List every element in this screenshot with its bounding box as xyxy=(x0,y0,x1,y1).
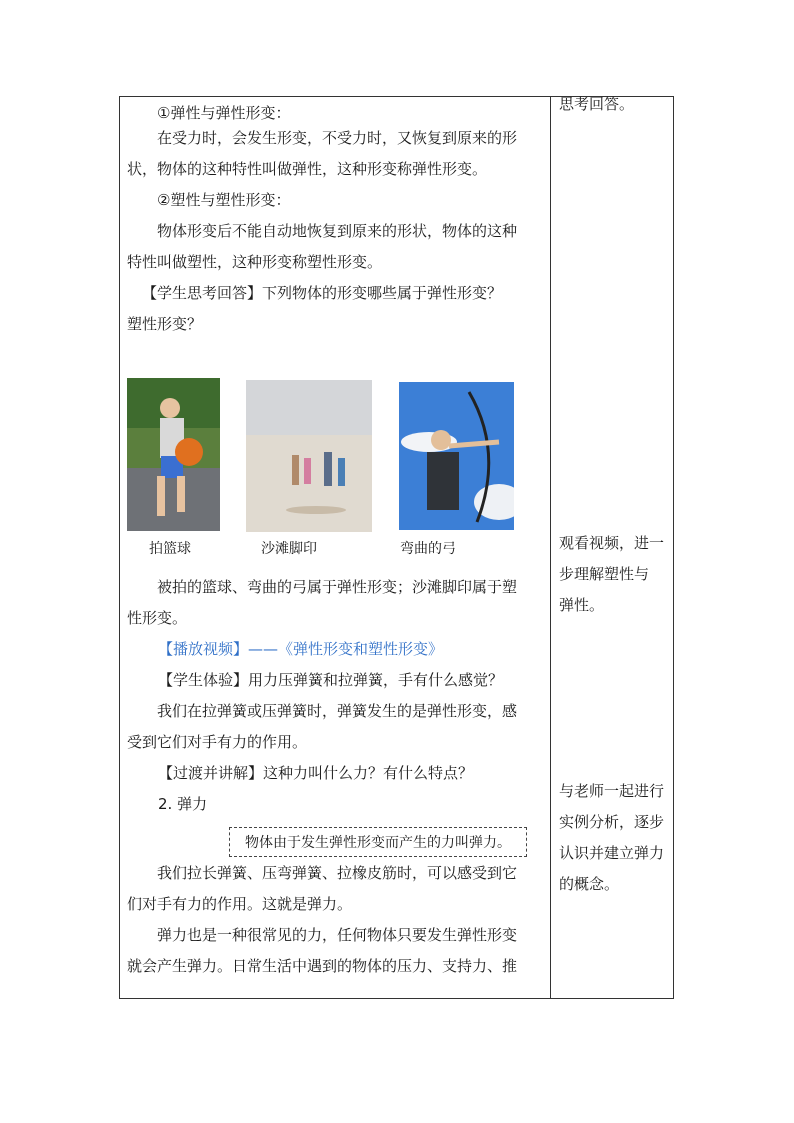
side-line: 与老师一起进行 xyxy=(559,782,665,800)
side-line: 观看视频，进一 xyxy=(559,534,665,552)
caption-beach: 沙滩脚印 xyxy=(261,541,317,557)
elasticity-heading: ①弹性与弹性形变： xyxy=(157,104,291,122)
basketball-photo xyxy=(127,378,220,531)
plasticity-heading: ②塑性与塑性形变： xyxy=(157,191,291,209)
paragraph-line: 在受力时，会发生形变，不受力时，又恢复到原来的形 xyxy=(157,129,518,147)
definition-box: 物体由于发生弹性形变而产生的力叫弹力。 xyxy=(229,827,527,857)
bending-bow-photo xyxy=(399,382,514,530)
caption-basketball: 拍篮球 xyxy=(149,541,191,557)
side-line: 实例分析，逐步 xyxy=(559,813,665,831)
side-line: 的概念。 xyxy=(559,875,620,893)
video-link[interactable]: 【播放视频】——《弹性形变和塑性形变》 xyxy=(158,640,444,658)
caption-bow: 弯曲的弓 xyxy=(400,541,456,557)
paragraph-line: 特性叫做塑性，这种形变称塑性形变。 xyxy=(127,253,383,271)
side-note-3 xyxy=(559,776,669,900)
side-line: 认识并建立弹力 xyxy=(559,844,665,862)
paragraph-line: 被拍的篮球、弯曲的弓属于弹性形变；沙滩脚印属于塑 xyxy=(157,578,518,596)
paragraph-line: 【学生思考回答】下列物体的形变哪些属于弹性形变？ xyxy=(142,284,503,302)
paragraph-line: 物体形变后不能自动地恢复到原来的形状，物体的这种 xyxy=(157,222,518,240)
column-divider xyxy=(550,96,551,999)
paragraph-line: 受到它们对手有力的作用。 xyxy=(127,733,308,751)
paragraph-line: 【过渡并讲解】这种力叫什么力？有什么特点？ xyxy=(158,764,474,782)
paragraph-line: 我们拉长弹簧、压弯弹簧、拉橡皮筋时，可以感受到它 xyxy=(157,864,518,882)
paragraph-line: 就会产生弹力。日常生活中遇到的物体的压力、支持力、推 xyxy=(127,957,518,975)
paragraph-line: 塑性形变？ xyxy=(127,315,203,333)
paragraph-line: 们对手有力的作用。这就是弹力。 xyxy=(127,895,353,913)
paragraph-line: 弹力也是一种很常见的力，任何物体只要发生弹性形变 xyxy=(157,926,518,944)
side-note-1: 思考回答。 xyxy=(559,95,635,113)
paragraph-line: 状，物体的这种特性叫做弹性，这种形变称弹性形变。 xyxy=(127,160,488,178)
paragraph-line: 我们在拉弹簧或压弹簧时，弹簧发生的是弹性形变，感 xyxy=(157,702,518,720)
side-line: 弹性。 xyxy=(559,596,605,614)
side-note-2 xyxy=(559,528,669,621)
paragraph-line: 性形变。 xyxy=(127,609,188,627)
beach-footprints-photo xyxy=(246,380,372,532)
section-heading: 2. 弹力 xyxy=(158,795,208,813)
side-line: 步理解塑性与 xyxy=(559,565,650,583)
paragraph-line: 【学生体验】用力压弹簧和拉弹簧，手有什么感觉？ xyxy=(158,671,504,689)
